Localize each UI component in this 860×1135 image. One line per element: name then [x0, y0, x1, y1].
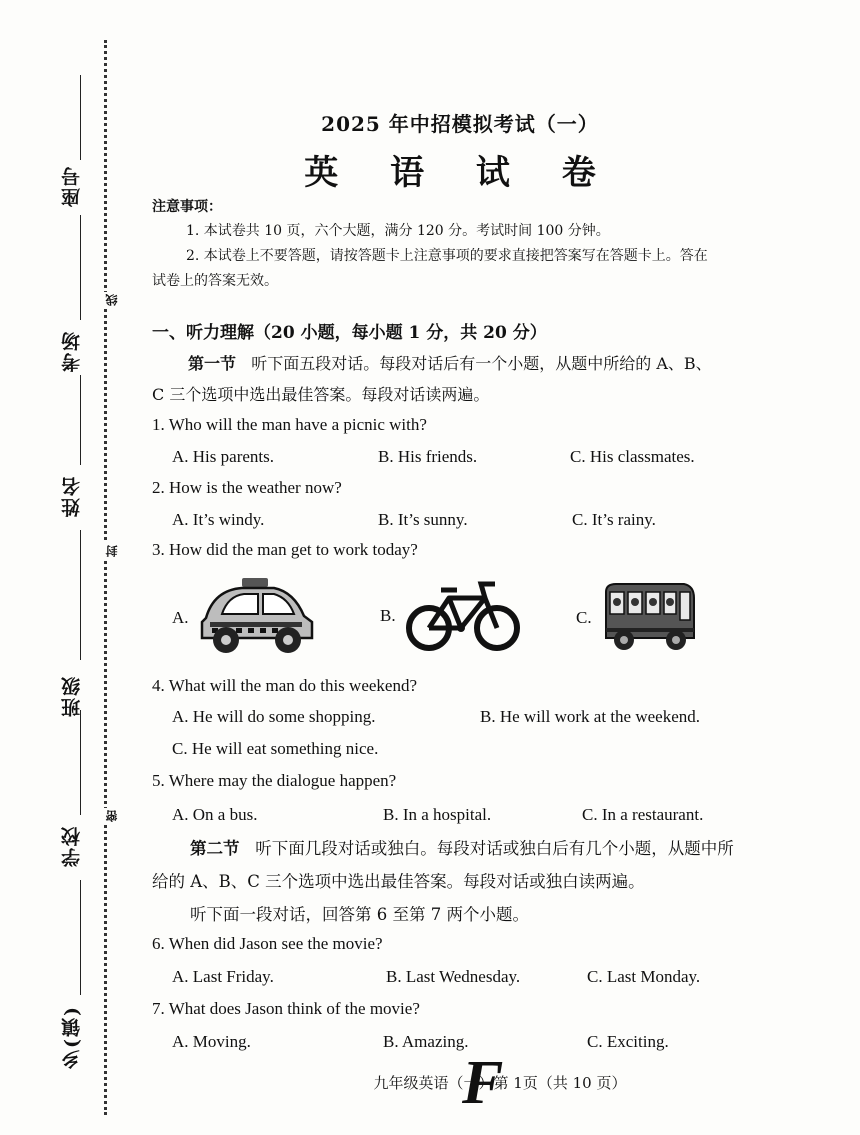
class-label: 班级 [61, 675, 83, 717]
note-item-2b: 试卷上的答案无效。 [152, 273, 278, 289]
q2-option-c[interactable]: C. It’s rainy. [572, 510, 656, 529]
q1-option-b[interactable]: B. His friends. [378, 447, 478, 466]
q6-option-c[interactable]: C. Last Monday. [587, 967, 701, 986]
q2-option-a[interactable]: A. It’s windy. [172, 510, 265, 529]
question-6: 6. When did Jason see the movie? [152, 934, 383, 953]
q5-option-c[interactable]: C. In a restaurant. [582, 805, 704, 824]
exam-title: 2025 年中招模拟考试（一） [321, 112, 599, 136]
q5-option-a[interactable]: A. On a bus. [172, 805, 258, 824]
question-2: 2. How is the weather now? [152, 478, 342, 497]
subject-title: 英 语 试 卷 [304, 153, 616, 193]
bus-icon [600, 582, 698, 654]
exam-room-label: 考场 [61, 330, 83, 372]
seat-number-label: 座号 [61, 165, 83, 207]
q3-option-c[interactable]: C. [576, 608, 592, 627]
q1-option-a[interactable]: A. His parents. [172, 447, 274, 466]
part1-label: 第一节 [188, 354, 237, 373]
notes-title: 注意事项： [152, 199, 222, 215]
q6-option-b[interactable]: B. Last Wednesday. [386, 967, 521, 986]
binding-mark-line: 线 [105, 294, 119, 306]
exam-room-blank[interactable] [80, 215, 81, 320]
section1-title: 一、听力理解（20 小题，每小题 1 分，共 20 分） [152, 323, 547, 343]
school-label: 学校 [61, 825, 83, 867]
question-1: 1. Who will the man have a picnic with? [152, 415, 427, 434]
q5-option-b[interactable]: B. In a hospital. [383, 805, 492, 824]
part1-text-b: C 三个选项中选出最佳答案。每段对话读两遍。 [152, 385, 490, 404]
q4-option-c[interactable]: C. He will eat something nice. [172, 739, 379, 758]
part2-instructions [190, 835, 734, 859]
name-blank[interactable] [80, 375, 81, 465]
q7-option-b[interactable]: B. Amazing. [383, 1032, 469, 1051]
part1-text-a: 听下面五段对话。每段对话后有一个小题，从题中所给的 A、B、 [251, 354, 712, 373]
q4-option-a[interactable]: A. He will do some shopping. [172, 707, 376, 726]
q7-option-a[interactable]: A. Moving. [172, 1032, 251, 1051]
taxi-icon [196, 576, 318, 658]
township-label: 乡(镇) [61, 1005, 83, 1069]
part2-label: 第二节 [190, 839, 240, 858]
binding-mark-secret: 密 [105, 810, 119, 822]
q2-option-b[interactable]: B. It’s sunny. [378, 510, 468, 529]
part2-text-b: 给的 A、B、C 三个选项中选出最佳答案。每段对话或独白读两遍。 [152, 872, 645, 891]
question-3: 3. How did the man get to work today? [152, 540, 418, 559]
q1-option-c[interactable]: C. His classmates. [570, 447, 695, 466]
bicycle-icon [405, 578, 523, 654]
q3-option-b[interactable]: B. [380, 606, 396, 625]
part2-text-a: 听下面几段对话或独白。每段对话或独白后有几个小题，从题中所 [255, 839, 734, 858]
part2-intro: 听下面一段对话，回答第 6 至第 7 两个小题。 [190, 905, 529, 924]
note-item-2a: 2. 本试卷上不要答题，请按答题卡上注意事项的要求直接把答案写在答题卡上。答在 [186, 248, 708, 264]
name-label: 姓名 [61, 475, 83, 517]
paper-version-letter: F [462, 1049, 504, 1117]
note-item-1: 1. 本试卷共 10 页，六个大题，满分 120 分。考试时间 100 分钟。 [186, 223, 610, 239]
q3-option-a[interactable]: A. [172, 608, 189, 627]
q6-option-a[interactable]: A. Last Friday. [172, 967, 274, 986]
question-4: 4. What will the man do this weekend? [152, 676, 418, 695]
part1-instructions [188, 351, 712, 374]
page-footer: 九年级英语（一）第 1页（共 10 页） [373, 1074, 627, 1092]
class-blank[interactable] [80, 530, 81, 660]
q7-option-c[interactable]: C. Exciting. [587, 1032, 669, 1051]
question-7: 7. What does Jason think of the movie? [152, 999, 420, 1018]
binding-mark-seal: 封 [105, 545, 119, 557]
q4-option-b[interactable]: B. He will work at the weekend. [480, 707, 700, 726]
township-blank[interactable] [80, 880, 81, 995]
binding-dotted-line [104, 40, 107, 1115]
school-blank[interactable] [80, 710, 81, 815]
question-5: 5. Where may the dialogue happen? [152, 771, 397, 790]
